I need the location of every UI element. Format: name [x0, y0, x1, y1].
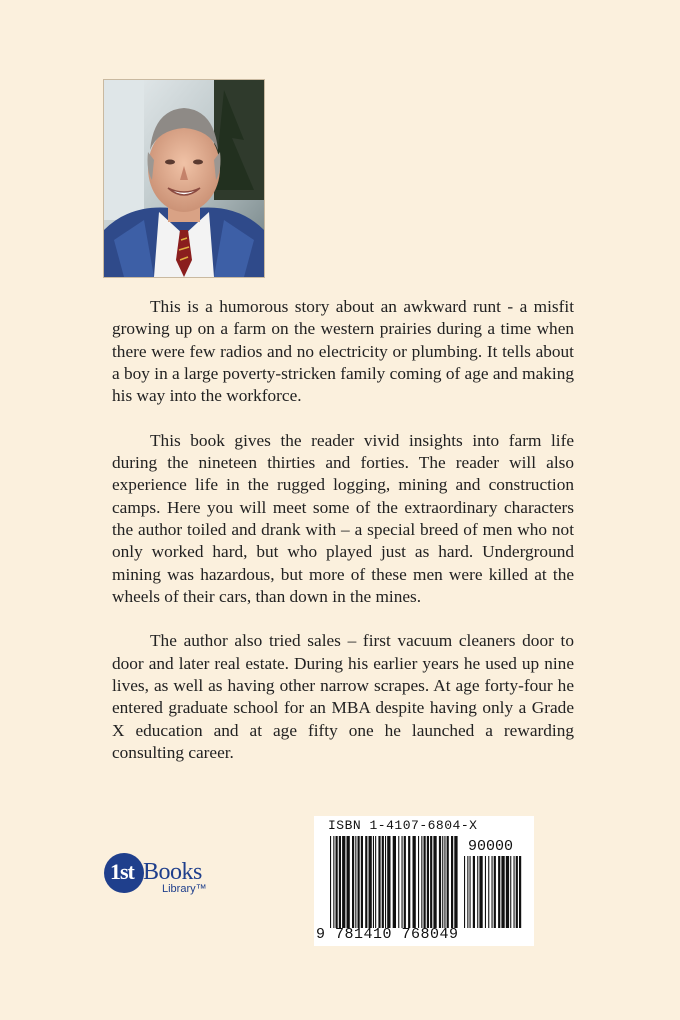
barcode-bar — [473, 856, 475, 928]
barcode-bar — [470, 856, 471, 928]
barcode-bar — [375, 836, 376, 928]
price-code-label: 90000 — [468, 838, 514, 855]
blurb-paragraph-3: The author also tried sales – first vacuum cleaners door to door and later real estate. During his earlier years he used up nine lives, as well as having other narrow scrapes. At age forty-four he entered graduate school for an MBA despite having only a Grade X education and at age fifty one he launched a rewarding consulting career. — [112, 631, 574, 762]
publisher-logo-prefix: 1st — [110, 859, 134, 884]
barcode-bar — [418, 836, 419, 928]
barcode-bar — [451, 836, 453, 928]
barcode-bar — [413, 836, 416, 928]
ean-barcode — [330, 836, 458, 928]
barcode-bar — [430, 836, 432, 928]
barcode-bar — [479, 856, 482, 928]
barcode-bar — [485, 856, 486, 928]
barcode-bar — [369, 836, 372, 928]
barcode-bar — [421, 836, 422, 928]
barcode-bar — [488, 856, 489, 928]
barcode-bar — [408, 836, 410, 928]
barcode-bar — [393, 836, 396, 928]
barcode-bar — [382, 836, 384, 928]
barcode-bar — [492, 856, 493, 928]
barcode-bar — [494, 856, 496, 928]
barcode-bar — [330, 836, 331, 928]
barcode-bar — [387, 836, 390, 928]
publisher-logo-subtitle: Library™ — [162, 883, 207, 895]
blurb-paragraph-1: This is a humorous story about an awkward runt - a misfit growing up on a farm on the western prairies during a time when there were few radios and no electricity or plumbing. It tells about a boy in a large poverty-stricken family coming of age and making his way into the workforce. — [112, 297, 574, 406]
isbn-barcode-block — [314, 816, 534, 946]
barcode-bar — [516, 856, 518, 928]
barcode-bar — [424, 836, 426, 928]
publisher-logo-name: Books — [143, 859, 202, 885]
author-photo — [104, 80, 264, 277]
barcode-bar — [514, 856, 515, 928]
ean-number: 9 781410 768049 — [316, 926, 459, 943]
barcode-bar — [454, 836, 457, 928]
barcode-bar — [404, 836, 406, 928]
back-cover-blurb — [112, 296, 574, 787]
barcode-bar — [358, 836, 360, 928]
barcode-bar — [398, 836, 399, 928]
barcode-bar — [342, 836, 345, 928]
author-portrait-image — [104, 80, 264, 277]
barcode-bar — [427, 836, 429, 928]
barcode-bar — [506, 856, 509, 928]
blurb-paragraph-2: This book gives the reader vivid insights into farm life during the nineteen thirties and forties. The reader will also experience life in the rugged logging, mining and construction camps. Here you will meet some of the extraordinary characters the author toiled and drank with – a special breed of men who not only worked hard, but who played just as hard. Underground mining was hazardous, but more of these men were killed at the wheels of their cars, than down in the mines. — [112, 430, 574, 606]
barcode-bar — [378, 836, 380, 928]
barcode-bar — [355, 836, 356, 928]
barcode-bar — [336, 836, 338, 928]
barcode-bar — [467, 856, 468, 928]
barcode-bar — [498, 856, 500, 928]
barcode-bar — [477, 856, 478, 928]
barcode-bar — [444, 836, 445, 928]
barcode-bar — [519, 856, 521, 928]
barcode-bar — [347, 836, 350, 928]
barcode-bar — [365, 836, 367, 928]
barcode-bar — [464, 856, 465, 928]
price-addon-barcode — [464, 856, 522, 928]
barcode-bar — [510, 856, 511, 928]
barcode-bar — [447, 836, 449, 928]
barcode-bar — [402, 836, 403, 928]
barcode-bar — [385, 836, 386, 928]
barcode-bar — [373, 836, 374, 928]
publisher-logo — [104, 852, 214, 896]
barcode-bar — [433, 836, 436, 928]
barcode-bar — [339, 836, 341, 928]
barcode-bar — [333, 836, 334, 928]
barcode-bar — [352, 836, 354, 928]
barcode-bar — [501, 856, 504, 928]
barcode-bar — [442, 836, 443, 928]
isbn-label: ISBN 1-4107-6804-X — [328, 818, 478, 833]
barcode-bar — [361, 836, 363, 928]
barcode-bar — [439, 836, 441, 928]
